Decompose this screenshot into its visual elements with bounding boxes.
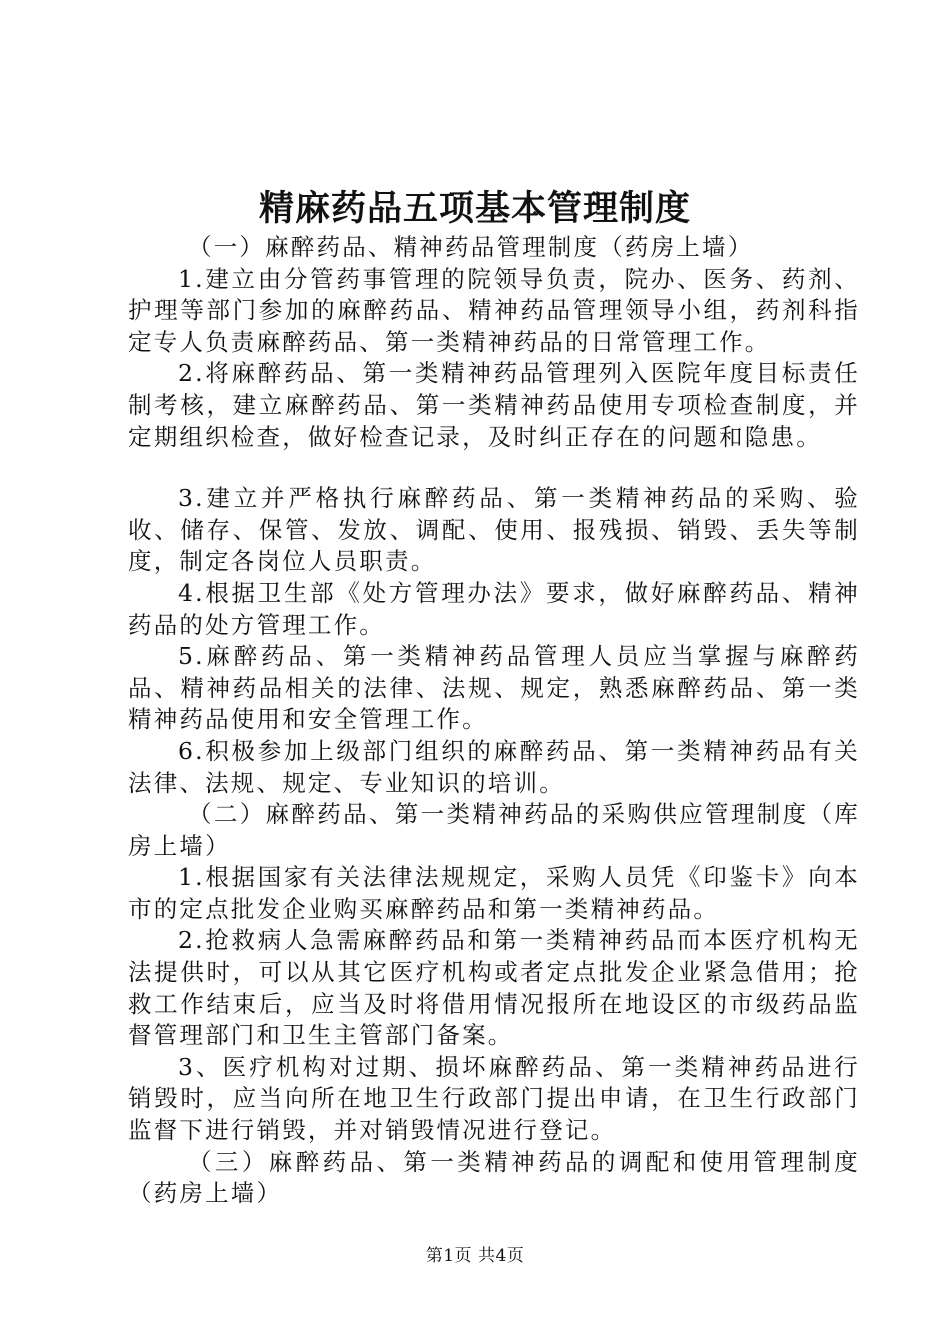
paragraph: 1.建立由分管药事管理的院领导负责，院办、医务、药剂、护理等部门参加的麻醉药品、精神药品管理领导小组，药剂科指定专人负责麻醉药品、第一类精神药品的日常管理工作。 bbox=[128, 264, 860, 356]
paragraph: 2.将麻醉药品、第一类精神药品管理列入医院年度目标责任制考核，建立麻醉药品、第一类精神药品使用专项检查制度，并定期组织检查，做好检查记录，及时纠正存在的问题和隐患。 bbox=[128, 359, 860, 451]
paragraph: 5.麻醉药品、第一类精神药品管理人员应当掌握与麻醉药品、精神药品相关的法律、法规、规定，熟悉麻醉药品、第一类精神药品使用和安全管理工作。 bbox=[128, 642, 860, 734]
section-heading-2: （二）麻醉药品、第一类精神药品的采购供应管理制度（库房上墙） bbox=[128, 800, 860, 860]
paragraph: 3、医疗机构对过期、损坏麻醉药品、第一类精神药品进行销毁时，应当向所在地卫生行政部门提出申请，在卫生行政部门监督下进行销毁，并对销毁情况进行登记。 bbox=[128, 1052, 860, 1145]
section-heading-1: （一）麻醉药品、精神药品管理制度（药房上墙） bbox=[188, 233, 754, 261]
document-body bbox=[128, 232, 860, 1210]
paragraph: 2.抢救病人急需麻醉药品和第一类精神药品而本医疗机构无法提供时，可以从其它医疗机构或者定点批发企业紧急借用；抢救工作结束后，应当及时将借用情况报所在地设区的市级药品监督管理部门和卫生主管部门备案。 bbox=[128, 926, 860, 1050]
paragraph: 1.根据国家有关法律法规规定，采购人员凭《印鉴卡》向本市的定点批发企业购买麻醉药品和第一类精神药品。 bbox=[128, 863, 860, 923]
paragraph: 6.积极参加上级部门组织的麻醉药品、第一类精神药品有关法律、法规、规定、专业知识的培训。 bbox=[128, 736, 860, 797]
section-heading-3: （三）麻醉药品、第一类精神药品的调配和使用管理制度（药房上墙） bbox=[128, 1147, 860, 1208]
paragraph: 4.根据卫生部《处方管理办法》要求，做好麻醉药品、精神药品的处方管理工作。 bbox=[128, 578, 860, 639]
document-title: 精麻药品五项基本管理制度 bbox=[258, 188, 691, 229]
paragraph: 3.建立并严格执行麻醉药品、第一类精神药品的采购、验收、储存、保管、发放、调配、使用、报残损、销毁、丢失等制度，制定各岗位人员职责。 bbox=[128, 484, 860, 576]
page-number-footer: 第1页 共4页 bbox=[425, 1246, 525, 1266]
